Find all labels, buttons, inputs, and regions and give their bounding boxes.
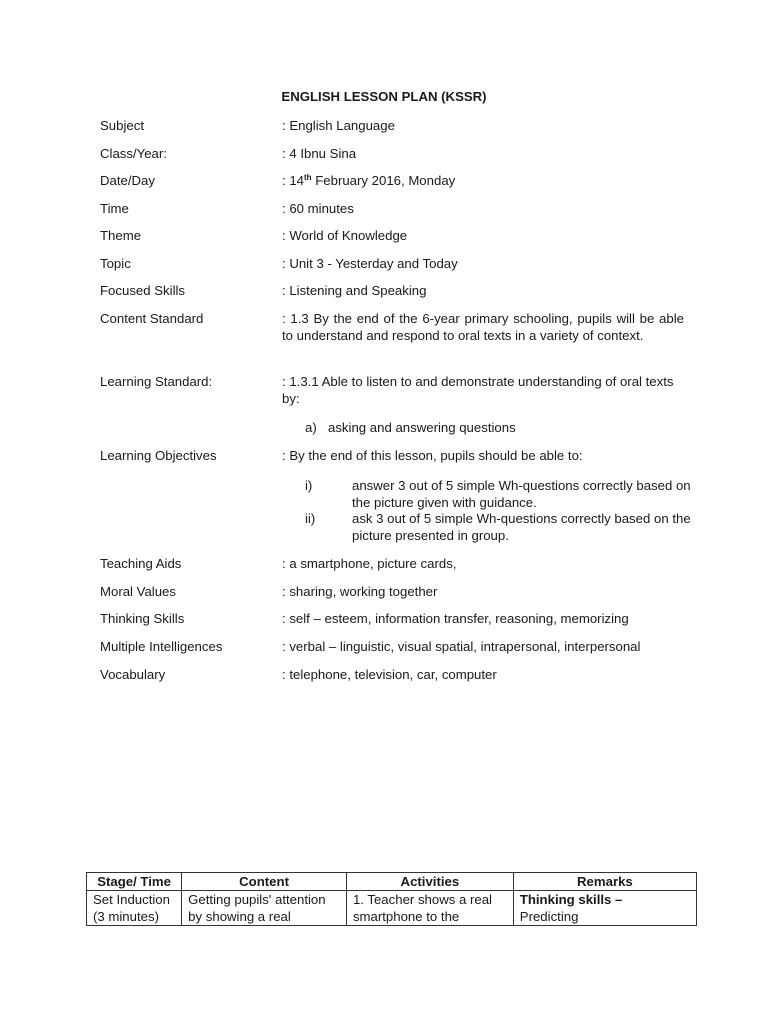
value-teaching-aids: : a smartphone, picture cards, — [282, 556, 457, 571]
value-learning-standard: : 1.3.1 Able to listen to and demonstrate understanding of oral texts by: — [282, 374, 674, 406]
lesson-stage-table — [86, 872, 697, 926]
label-learning-objectives: Learning Objectives — [100, 448, 217, 463]
value-focused-skills: : Listening and Speaking — [282, 283, 427, 298]
cell-content: Getting pupils' attention by showing a real — [182, 891, 347, 926]
value-subject: : English Language — [282, 118, 395, 133]
value-date-day — [282, 172, 684, 189]
objective-marker: i) — [305, 478, 313, 493]
cell-remarks — [513, 891, 696, 926]
value-multiple-intelligences: : verbal – linguistic, visual spatial, intrapersonal, interpersonal — [282, 639, 641, 654]
value-thinking-skills: : self – esteem, information transfer, reasoning, memorizing — [282, 611, 629, 626]
date-day-number: : 14 — [282, 173, 304, 188]
remarks-heading: Thinking skills – — [519, 892, 623, 907]
objective-marker: ii) — [305, 511, 316, 526]
objective-text: answer 3 out of 5 simple Wh-questions correctly based on the picture given with guidance. — [352, 478, 691, 510]
label-learning-standard: Learning Standard: — [100, 374, 213, 389]
header-activities: Activities — [346, 873, 513, 891]
remarks-text: Predicting — [519, 909, 579, 924]
label-time: Time — [100, 201, 129, 216]
table-header-row — [87, 873, 697, 891]
value-time: : 60 minutes — [282, 201, 354, 216]
objective-text: ask 3 out of 5 simple Wh-questions correctly based on the picture presented in group. — [352, 511, 691, 543]
label-class-year: Class/Year: — [100, 146, 167, 161]
label-date-day: Date/Day — [100, 173, 155, 188]
label-moral-values: Moral Values — [100, 584, 176, 599]
learning-standard-item-text: asking and answering questions — [328, 420, 516, 435]
table-row — [87, 891, 697, 926]
value-class-year: : 4 Ibnu Sina — [282, 146, 357, 161]
label-content-standard: Content Standard — [100, 311, 204, 326]
label-subject: Subject — [100, 118, 144, 133]
cell-activities: 1. Teacher shows a real smartphone to the — [346, 891, 513, 926]
cell-stage: Set Induction (3 minutes) — [87, 891, 182, 926]
label-multiple-intelligences: Multiple Intelligences — [100, 639, 223, 654]
label-focused-skills: Focused Skills — [100, 283, 186, 298]
value-content-standard: : 1.3 By the end of the 6-year primary schooling, pupils will be able to understand and respond to oral texts in a variety of context. — [282, 311, 684, 343]
header-content: Content — [182, 873, 347, 891]
value-vocabulary: : telephone, television, car, computer — [282, 667, 497, 682]
value-moral-values: : sharing, working together — [282, 584, 438, 599]
document-title: ENGLISH LESSON PLAN (KSSR) — [281, 89, 487, 104]
value-learning-objectives: : By the end of this lesson, pupils should be able to: — [282, 448, 583, 463]
label-teaching-aids: Teaching Aids — [100, 556, 182, 571]
header-stage-time: Stage/ Time — [87, 873, 182, 891]
value-topic: : Unit 3 - Yesterday and Today — [282, 256, 458, 271]
label-theme: Theme — [100, 228, 142, 243]
date-day-rest: February 2016, Monday — [311, 173, 456, 188]
label-thinking-skills: Thinking Skills — [100, 611, 185, 626]
date-ordinal-suffix: th — [304, 173, 312, 182]
label-topic: Topic — [100, 256, 131, 271]
learning-standard-item-marker: a) — [305, 420, 317, 435]
label-vocabulary: Vocabulary — [100, 667, 166, 682]
value-theme: : World of Knowledge — [282, 228, 408, 243]
header-remarks: Remarks — [513, 873, 696, 891]
